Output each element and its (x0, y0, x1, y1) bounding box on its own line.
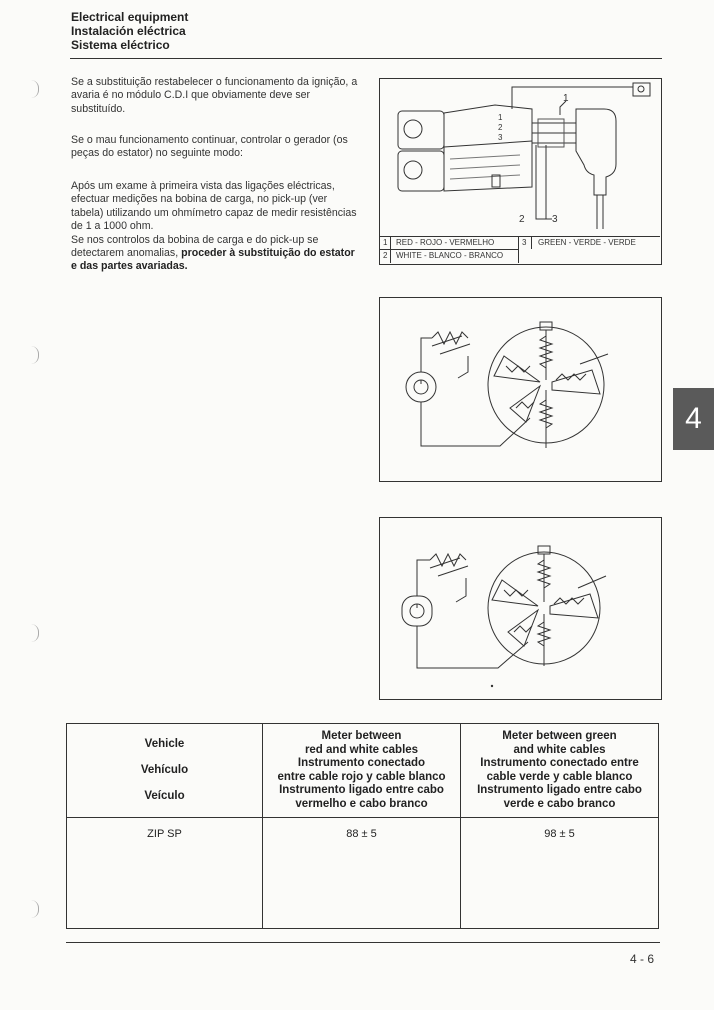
legend-number-1: 1 (383, 238, 388, 247)
punch-hole-mark (30, 900, 39, 918)
green-white-header (461, 724, 659, 818)
wire-color-legend (380, 236, 660, 263)
red-white-header-line: Instrumento ligado entre cabo (279, 784, 444, 796)
section-header (71, 10, 188, 52)
stator-drawing-2 (380, 518, 661, 699)
pin-label-2: 2 (498, 123, 503, 132)
red-white-header-line: entre cable rojo y cable blanco (277, 770, 446, 783)
paragraph-anomalies-text: Se nos controlos da bobina de carga e do pick-up se detectarem anomalias, (71, 233, 319, 260)
chapter-tab: 4 (673, 388, 714, 450)
punch-hole-mark (30, 624, 39, 642)
green-white-header-line: Instrumento ligado entre cabo (477, 784, 642, 796)
pin-label-1: 1 (498, 113, 503, 122)
resistance-table (66, 723, 659, 929)
legend-number-3: 3 (522, 238, 527, 247)
paragraph-anomalies-bold: proceder à substituição do estator e das partes avariadas. (71, 247, 355, 273)
green-white-header-line: Meter between green (502, 730, 617, 742)
punch-hole-mark (30, 80, 39, 98)
header-spanish: Instalación eléctrica (71, 24, 186, 38)
stator-measurement-diagram-1 (379, 297, 662, 482)
legend-color-white: WHITE - BLANCO - BRANCO (396, 251, 504, 260)
vehicle-header-es: Vehículo (140, 764, 189, 776)
vehicle-header-pt: Veículo (144, 790, 185, 802)
stator-drawing-1 (380, 298, 661, 481)
stator-measurement-diagram-2 (379, 517, 662, 700)
red-white-value: 88 ± 5 (263, 818, 461, 929)
paragraph-measurements (71, 180, 359, 274)
table-row (67, 818, 659, 929)
footer-rule (66, 942, 660, 943)
punch-hole-mark (30, 346, 39, 364)
header-portuguese: Sistema eléctrico (71, 38, 170, 52)
green-white-header-line: and white cables (513, 743, 606, 756)
header-rule (70, 58, 662, 59)
green-white-header-line: Instrumento conectado entre (480, 757, 639, 769)
vehicle-cell: ZIP SP (67, 818, 263, 929)
paragraph-cdi-replacement: Se a substituição restabelecer o funcionamento da ignição, a avaria é no módulo C.D.I que obviamente deve ser substituído. (71, 76, 358, 115)
green-white-header-line: cable verde y cable blanco (486, 770, 633, 783)
green-white-value: 98 ± 5 (461, 818, 659, 929)
legend-color-green: GREEN - VERDE - VERDE (538, 238, 636, 247)
header-english: Electrical equipment (71, 10, 189, 24)
diagram-callout-3: 3 (552, 214, 558, 225)
red-white-header-line: Meter between (321, 730, 402, 742)
table-header-row (67, 724, 659, 818)
page-number: 4 - 6 (630, 952, 655, 966)
pin-label-3: 3 (498, 133, 503, 142)
diagram-callout-2: 2 (519, 214, 525, 225)
diagram-callout-1: 1 (563, 93, 569, 104)
green-white-header-line: verde e cabo branco (503, 797, 616, 810)
red-white-header-line: red and white cables (304, 743, 419, 756)
paragraph-generator-check: Se o mau funcionamento continuar, controlar o gerador (os peças do estator) no seguinte modo: (71, 134, 348, 160)
vehicle-header-en: Vehicle (144, 738, 185, 750)
paragraph-measurements-text: Após um exame à primeira vista das ligações eléctricas, efectuar medições na bobina de carga, no pick-up (ver tabela) utilizando um ohmímetro capaz de medir resistências de 1 a 1000 ohm. (71, 180, 357, 233)
vehicle-header (67, 724, 263, 818)
red-white-header (263, 724, 461, 818)
legend-number-2: 2 (383, 251, 388, 260)
cdi-connector-drawing (380, 79, 661, 239)
red-white-header-line: Instrumento conectado (297, 757, 426, 769)
legend-color-red: RED - ROJO - VERMELHO (396, 238, 495, 247)
red-white-header-line: vermelho e cabo branco (295, 797, 428, 810)
